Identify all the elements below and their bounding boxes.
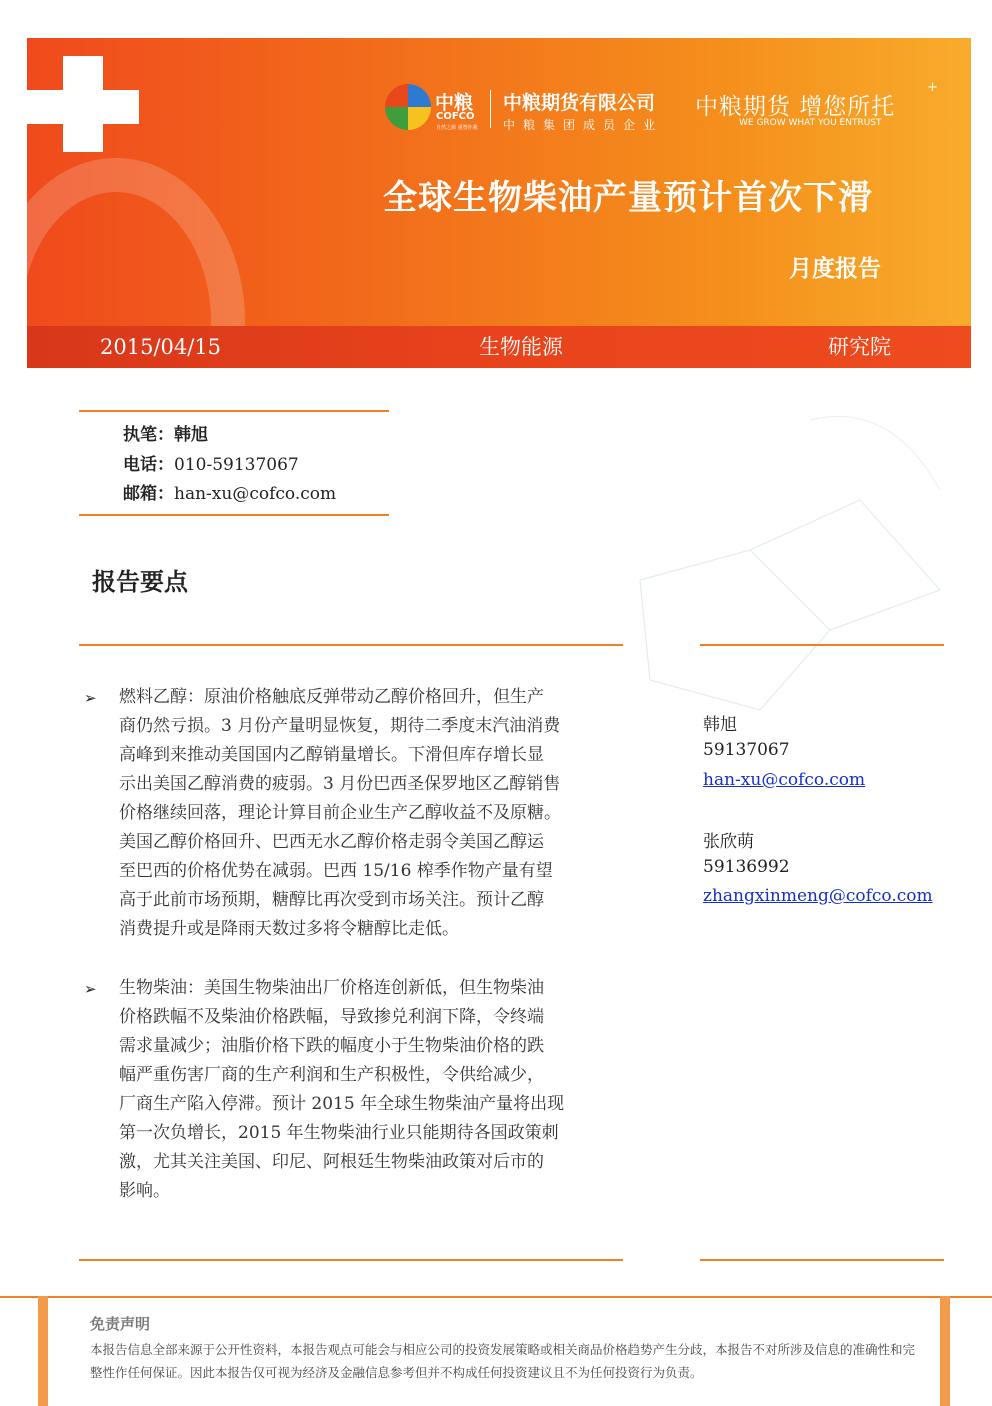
disclaimer-left-bar: [38, 1296, 48, 1406]
report-subtitle: 月度报告: [789, 256, 881, 282]
background-decoration: [560, 380, 980, 740]
disclaimer-title: 免责声明: [90, 1315, 151, 1333]
logo-cn: 中粮: [435, 92, 474, 114]
text-line: 需求量减少；油脂价格下跌的幅度小于生物柴油价格的跌: [119, 1036, 544, 1056]
text-line: 高峰到来推动美国国内乙醇销量增长。下滑但库存增长显: [119, 745, 544, 765]
author-writer-row: [123, 420, 208, 445]
writer-name: 韩旭: [174, 425, 208, 445]
text-line: 消费提升或是降雨天数过多将令糖醇比走低。: [119, 919, 459, 939]
text-line: 激，尤其关注美国、印尼、阿根廷生物柴油政策对后市的: [119, 1152, 544, 1172]
contact-phone: 59137067: [703, 740, 790, 760]
writer-label: 执笔：: [123, 425, 174, 445]
logo-en: COFCO: [436, 111, 475, 122]
text-line: 美国乙醇价格回升、巴西无水乙醇价格走弱令美国乙醇运: [119, 832, 544, 852]
bullet-paragraph: [119, 974, 619, 1206]
slogan-en: WE GROW WHAT YOU ENTRUST: [739, 118, 882, 128]
email-label: 邮箱：: [123, 484, 174, 504]
disclaimer-right-bar: [940, 1296, 950, 1406]
bullet-paragraph: [119, 683, 619, 944]
content-bottom-rule: [79, 1259, 623, 1261]
plus-icon-horizontal: [27, 90, 139, 124]
cofco-logo-icon: [385, 84, 431, 130]
text-line: 价格跌幅不及柴油价格跌幅，导致掺兑利润下降，令终端: [119, 1007, 544, 1027]
text-line: 燃料乙醇：原油价格触底反弹带动乙醇价格回升，但生产: [119, 687, 544, 707]
slogan-plus: +: [927, 80, 938, 95]
bullet-arrow-icon: ➢: [84, 980, 97, 998]
phone-label: 电话：: [123, 455, 174, 475]
phone-value: 010-59137067: [174, 455, 299, 475]
disclaimer-text: 本报告信息全部来源于公开性资料，本报告观点可能会与相应公司的投资发展策略或相关商品价格趋势产生分歧，本报告不对所涉及信息的准确性和完整性作任何保证。因此本报告仅可视为经济及金融信息参考但并不构成任何投资建议且不为任何投资行为负责。: [90, 1342, 916, 1380]
text-line: 商仍然亏损。3 月份产量明显恢复，期待二季度末汽油消费: [119, 716, 561, 736]
text-line: 第一次负增长，2015 年生物柴油行业只能期待各国政策刺: [119, 1123, 559, 1143]
section-title: 报告要点: [92, 568, 188, 596]
author-phone-row: [123, 450, 299, 475]
author-email-row: [123, 479, 336, 504]
logo-tagline: 自然之源 重塑你我: [436, 125, 478, 131]
text-line: 幅严重伤害厂商的生产利润和生产积极性，令供给减少，: [119, 1065, 544, 1085]
report-title: 全球生物柴油产量预计首次下滑: [383, 178, 873, 218]
text-line: 示出美国乙醇消费的疲弱。3 月份巴西圣保罗地区乙醇销售: [119, 774, 561, 794]
text-line: 影响。: [119, 1181, 170, 1201]
banner-info-bar: [27, 326, 971, 368]
text-line: 生物柴油：美国生物柴油出厂价格连创新低，但生物柴油: [119, 978, 544, 998]
contact-email-link[interactable]: han-xu@cofco.com: [703, 770, 866, 790]
header-banner: [27, 38, 971, 368]
disclaimer-rule: [0, 1296, 992, 1298]
text-line: 高于此前市场预期，糖醇比再次受到市场关注。预计乙醇: [119, 890, 544, 910]
email-value: han-xu@cofco.com: [174, 484, 337, 504]
company-name: 中粮期货有限公司: [503, 92, 656, 114]
contact-phone: 59136992: [703, 857, 790, 877]
bullet-arrow-icon: ➢: [84, 689, 97, 707]
text-line: 至巴西的价格优势在减弱。巴西 15/16 榨季作物产量有望: [119, 861, 553, 881]
contact-email-link[interactable]: zhangxinmeng@cofco.com: [703, 886, 933, 906]
contact-name: 张欣萌: [703, 832, 754, 852]
report-category: 生物能源: [479, 335, 563, 359]
slogan: 中粮期货 增您所托: [695, 94, 896, 120]
company-subtitle: 中粮集团成员企业: [503, 118, 664, 132]
report-dept: 研究院: [828, 335, 891, 359]
author-bottom-rule: [79, 514, 389, 516]
contact-bottom-rule: [700, 1259, 944, 1261]
author-top-rule: [79, 410, 389, 412]
contact-top-rule: [700, 644, 944, 646]
text-line: 价格继续回落，理论计算目前企业生产乙醇收益不及原糖。: [119, 803, 561, 823]
content-top-rule: [79, 644, 623, 646]
contact-name: 韩旭: [703, 715, 737, 735]
text-line: 厂商生产陷入停滞。预计 2015 年全球生物柴油产量将出现: [119, 1094, 565, 1114]
logo-divider: [490, 90, 491, 128]
report-date: 2015/04/15: [100, 335, 222, 359]
